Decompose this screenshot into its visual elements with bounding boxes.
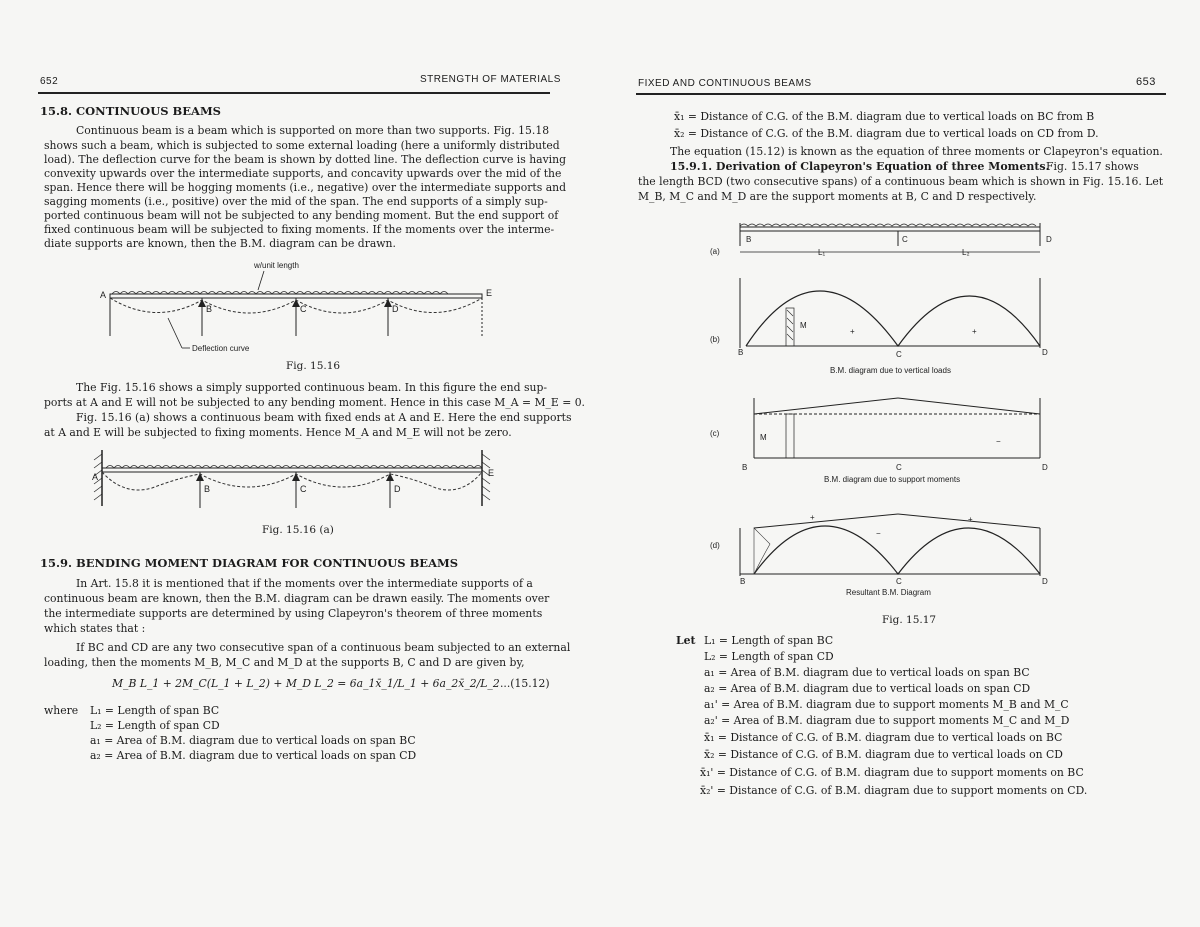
svg-text:+: + (972, 327, 977, 336)
load-label: w/unit length (254, 261, 299, 270)
text-line: If BC and CD are any two consecutive span of a continuous beam subjected to an external (76, 641, 571, 654)
point-label: C (896, 350, 902, 359)
section-heading: 15.8. CONTINUOUS BEAMS (40, 104, 221, 118)
support-label: B (206, 304, 213, 314)
text-line: at A and E will be subjected to fixing moments. Hence M_A and M_E will not be zero. (44, 426, 512, 439)
support-label: D (394, 484, 401, 494)
text-line: Fig. 15.16 (a) shows a continuous beam with fixed ends at A and E. Here the end supports (76, 411, 572, 424)
figure-15-16 (90, 256, 510, 371)
support-label: C (300, 484, 307, 494)
definition-item: a₁ = Area of B.M. diagram due to vertical loads on span BC (704, 666, 1030, 679)
support-label: C (300, 304, 307, 314)
support-label: A (100, 290, 107, 300)
definition-item: L₂ = Length of span CD (90, 719, 220, 732)
definition-item: x̄₁' = Distance of C.G. of B.M. diagram due to support moments on BC (700, 766, 1084, 779)
text-line: convexity upwards over the intermediate supports, and concavity upwards over the mid of the (44, 167, 562, 180)
text-line: The Fig. 15.16 shows a simply supported continuous beam. In this figure the end sup- (76, 381, 548, 394)
svg-text:−: − (876, 529, 881, 538)
text-line: the length BCD (two consecutive spans) of a continuous beam which is shown in Fig. 15.16. Let (638, 175, 1164, 188)
point-label: D (1042, 348, 1048, 357)
point-label: C (896, 463, 902, 472)
text-line: Continuous beam is a beam which is supported on more than two supports. Fig. 15.18 (76, 124, 550, 137)
definition-item: a₂' = Area of B.M. diagram due to support moments M_C and M_D (704, 714, 1070, 727)
definition-item: L₁ = Length of span BC (90, 704, 220, 717)
point-label: B (746, 235, 752, 244)
text-line: shows such a beam, which is subjected to some external loading (here a uniformly distributed (44, 139, 560, 152)
span-label: L₂ (962, 248, 970, 257)
text-line: M_B, M_C and M_D are the support moments at B, C and D respectively. (638, 190, 1037, 203)
definition-item: a₁ = Area of B.M. diagram due to vertical loads on span BC (90, 734, 416, 747)
svg-text:M: M (760, 433, 767, 442)
point-label: B (742, 463, 748, 472)
svg-text:+: + (968, 515, 973, 524)
text-line: In Art. 15.8 it is mentioned that if the moments over the intermediate supports of a (76, 577, 533, 590)
figure-caption: Fig. 15.16 (a) (262, 524, 334, 536)
text-line: fixed continuous beam will be subjected to fixing moments. If the moments over the interme- (44, 223, 555, 236)
panel-label: (a) (710, 247, 720, 256)
let-label: Let (676, 634, 696, 647)
svg-text:−: − (996, 437, 1001, 446)
support-label: D (392, 304, 399, 314)
section-heading: 15.9. BENDING MOMENT DIAGRAM FOR CONTINUOUS BEAMS (40, 556, 459, 570)
text-line: loading, then the moments M_B, M_C and M_D at the supports B, C and D are given by, (44, 656, 525, 669)
figure-caption: Fig. 15.17 (882, 614, 937, 626)
text-line: load). The deflection curve for the beam is shown by dotted line. The deflection curve is having (44, 153, 567, 166)
definition-item: a₁' = Area of B.M. diagram due to support moments M_B and M_C (704, 698, 1069, 711)
header-rule (38, 92, 550, 94)
bm-support-label: B.M. diagram due to support moments (824, 475, 961, 484)
span-label: L₁ (818, 248, 826, 257)
resultant-label: Resultant B.M. Diagram (846, 588, 931, 597)
definition-item: x̄₁ = Distance of C.G. of the B.M. diagram due to vertical loads on BC from B (674, 110, 1095, 123)
point-label: B (740, 577, 746, 586)
svg-text:+: + (850, 327, 855, 336)
svg-text:+: + (810, 513, 815, 522)
page-number: 652 (40, 76, 59, 87)
text-line: ported continuous beam will not be subjected to any bending moment. But the end support of (44, 209, 559, 222)
panel-label: (c) (710, 429, 720, 438)
point-label: D (1042, 463, 1048, 472)
panel-label: (b) (710, 335, 720, 344)
text-line: which states that : (44, 622, 146, 635)
support-label: B (204, 484, 211, 494)
subsection-lead: Fig. 15.17 shows (1046, 160, 1139, 173)
point-label: D (1046, 235, 1052, 244)
figure-15-16a (90, 448, 510, 518)
definition-item: a₂ = Area of B.M. diagram due to vertical loads on span CD (704, 682, 1031, 695)
header-rule (636, 93, 1166, 95)
text-line: sagging moments (i.e., positive) over the mid of the span. The end supports of a simply sup- (44, 195, 548, 208)
svg-text:M: M (800, 321, 807, 330)
support-label: E (488, 468, 495, 478)
where-label: where (44, 704, 79, 717)
right-page (600, 0, 1200, 927)
deflection-curve-label: Deflection curve (192, 344, 250, 353)
definition-item: x̄₁ = Distance of C.G. of B.M. diagram due to vertical loads on BC (704, 731, 1063, 744)
equation-number: ...(15.12) (500, 677, 550, 690)
figure-15-17 (700, 218, 1100, 598)
definition-item: L₂ = Length of span CD (704, 650, 834, 663)
running-head: STRENGTH OF MATERIALS (420, 74, 561, 85)
definition-item: x̄₂ = Distance of C.G. of the B.M. diagram due to vertical loads on CD from D. (674, 127, 1099, 140)
text-line: span. Hence there will be hogging moments (i.e., negative) over the intermediate supports and (44, 181, 566, 194)
definition-item: a₂ = Area of B.M. diagram due to vertical loads on span CD (90, 749, 417, 762)
definition-item: L₁ = Length of span BC (704, 634, 834, 647)
definition-item: x̄₂' = Distance of C.G. of B.M. diagram due to support moments on CD. (700, 784, 1088, 797)
clapeyron-equation: M_B L_1 + 2M_C(L_1 + L_2) + M_D L_2 = 6a_1x̄_1/L_1 + 6a_2x̄_2/L_2 (112, 677, 500, 690)
equation-note: The equation (15.12) is known as the equation of three moments or Clapeyron's equation. (670, 145, 1163, 158)
running-head: FIXED AND CONTINUOUS BEAMS (638, 78, 812, 89)
text-line: diate supports are known, then the B.M. diagram can be drawn. (44, 237, 396, 250)
point-label: D (1042, 577, 1048, 586)
text-line: ports at A and E will not be subjected to any bending moment. Hence in this case M_A = M_E = 0. (44, 396, 585, 409)
panel-label: (d) (710, 541, 720, 550)
point-label: C (896, 577, 902, 586)
definition-item: x̄₂ = Distance of C.G. of B.M. diagram due to vertical loads on CD (704, 748, 1063, 761)
support-label: E (486, 288, 493, 298)
text-line: continuous beam are known, then the B.M. diagram can be drawn easily. The moments over (44, 592, 550, 605)
bm-vertical-label: B.M. diagram due to vertical loads (830, 366, 951, 375)
figure-caption: Fig. 15.16 (286, 360, 341, 372)
point-label: C (902, 235, 908, 244)
point-label: B (738, 348, 744, 357)
subsection-heading: 15.9.1. Derivation of Clapeyron's Equation of three Moments. (670, 160, 1050, 173)
support-label: A (92, 472, 99, 482)
page-number: 653 (1136, 76, 1156, 88)
text-line: the intermediate supports are determined by using Clapeyron's theorem of three moments (44, 607, 543, 620)
